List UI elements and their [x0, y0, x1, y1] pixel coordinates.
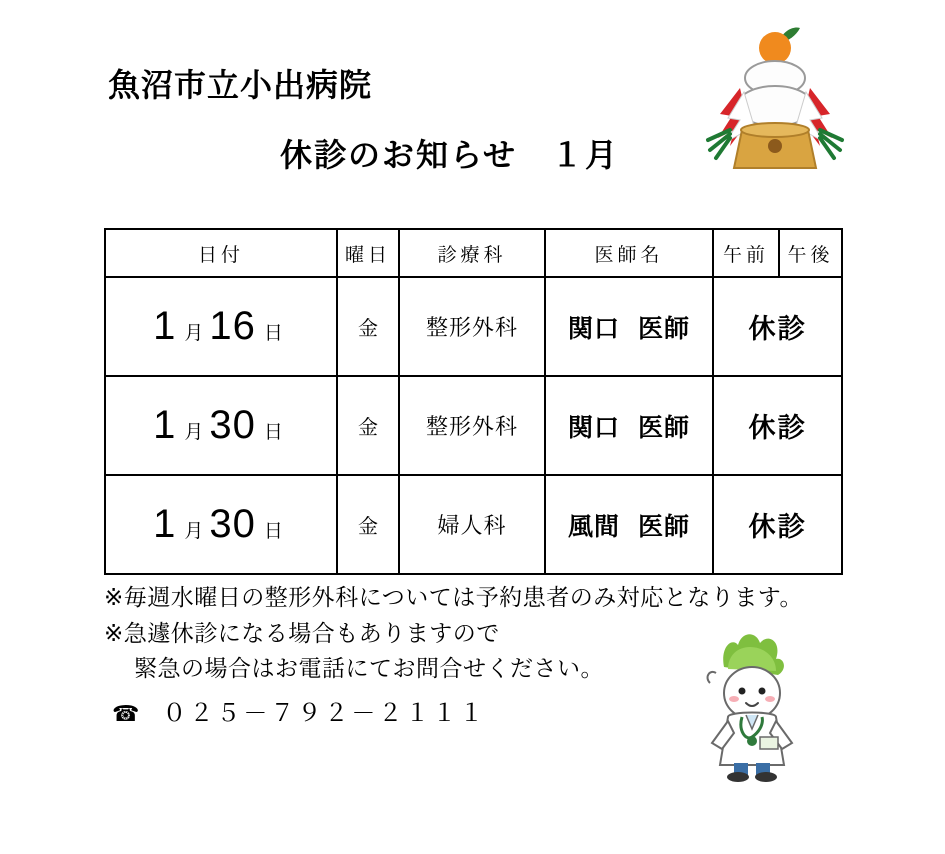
doctor-name: 関口	[567, 413, 620, 442]
column-header-date: 日付	[105, 229, 337, 277]
cell-dow: 金	[337, 277, 399, 376]
hospital-name: 魚沼市立小出病院	[108, 67, 373, 103]
table-row	[105, 277, 842, 376]
date-day-number: 30	[209, 502, 256, 546]
column-header-am: 午前	[713, 229, 779, 277]
doctor-name: 関口	[567, 314, 620, 343]
cell-date	[105, 475, 337, 574]
note-line-3: 緊急の場合はお電話にてお問合せください。	[134, 655, 604, 682]
cell-date	[105, 277, 337, 376]
column-header-pm: 午後	[779, 229, 842, 277]
date-day-number: 16	[209, 304, 256, 348]
page-title: 休診のお知らせ １月	[280, 137, 620, 173]
doctor-name: 風間	[567, 512, 620, 541]
cell-dept: 婦人科	[399, 475, 545, 574]
date-month-unit: 月	[184, 323, 204, 344]
schedule-table-wrapper	[104, 228, 841, 575]
date-month-number: 1	[153, 403, 177, 447]
mascot-icon	[672, 625, 832, 785]
doctor-title: 医師	[638, 512, 691, 541]
cell-status: 休診	[713, 277, 842, 376]
kagami-mochi-icon	[700, 18, 850, 176]
date-month-number: 1	[153, 304, 177, 348]
date-day-unit: 日	[263, 323, 283, 344]
column-header-dept: 診療科	[399, 229, 545, 277]
table-header-row	[105, 229, 842, 277]
table-row	[105, 376, 842, 475]
schedule-table	[104, 228, 843, 575]
cell-doctor	[545, 376, 713, 475]
date-month-unit: 月	[184, 521, 204, 542]
column-header-dow: 曜日	[337, 229, 399, 277]
cell-doctor	[545, 475, 713, 574]
cell-doctor	[545, 277, 713, 376]
note-line-1: ※毎週水曜日の整形外科については予約患者のみ対応となります。	[104, 584, 803, 610]
date-month-number: 1	[153, 502, 177, 546]
cell-dow: 金	[337, 475, 399, 574]
cell-dept: 整形外科	[399, 277, 545, 376]
telephone-number: ０２５－７９２－２１１１	[162, 699, 487, 727]
doctor-title: 医師	[638, 413, 691, 442]
telephone-icon: ☎	[112, 700, 143, 726]
column-header-doctor: 医師名	[545, 229, 713, 277]
cell-status: 休診	[713, 376, 842, 475]
cell-dow: 金	[337, 376, 399, 475]
doctor-title: 医師	[638, 314, 691, 343]
date-day-unit: 日	[263, 521, 283, 542]
date-month-unit: 月	[184, 422, 204, 443]
cell-dept: 整形外科	[399, 376, 545, 475]
table-row	[105, 475, 842, 574]
date-day-number: 30	[209, 403, 256, 447]
cell-status: 休診	[713, 475, 842, 574]
cell-date	[105, 376, 337, 475]
note-line-2: ※急遽休診になる場合もありますので	[104, 619, 500, 646]
date-day-unit: 日	[263, 422, 283, 443]
